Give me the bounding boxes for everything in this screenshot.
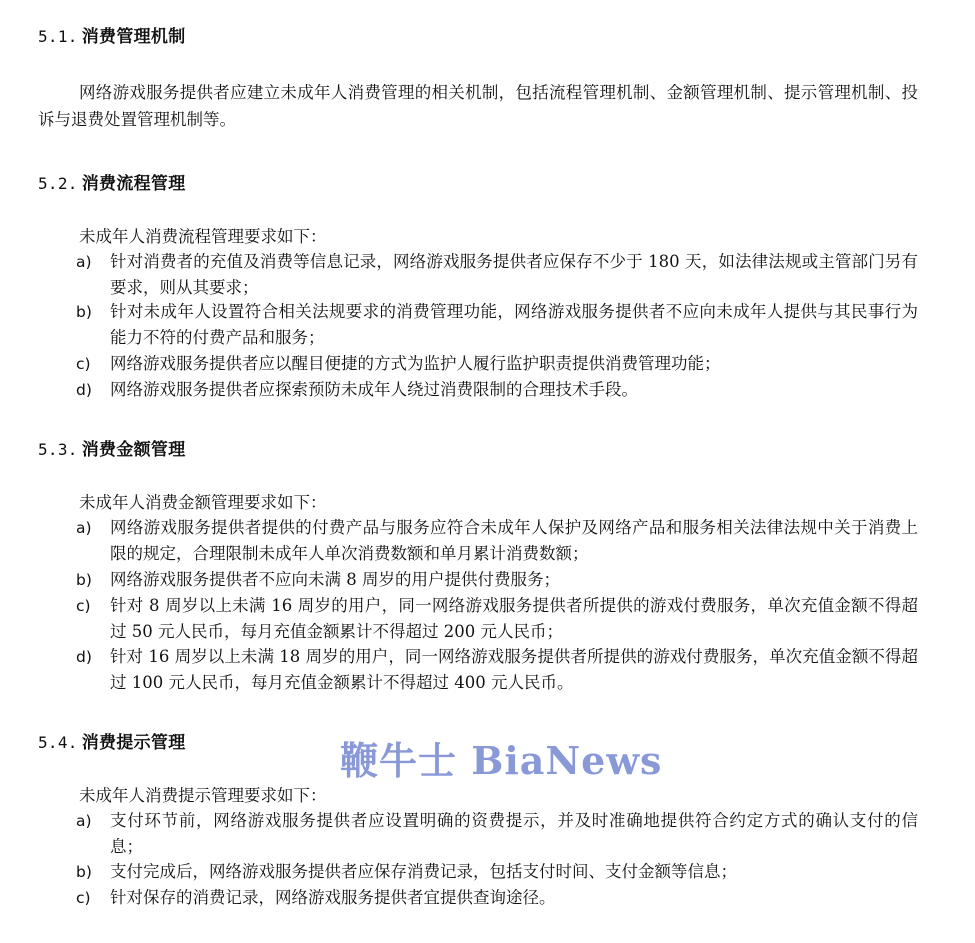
list-item — [76, 808, 918, 860]
section-title: 消费金额管理 — [81, 440, 186, 460]
list-item — [76, 859, 918, 885]
list-item — [76, 351, 918, 377]
section-paragraph: 网络游戏服务提供者应建立未成年人消费管理的相关机制，包括流程管理机制、金额管理机制、提示管理机制、投诉与退费处置管理机制等。 — [38, 83, 918, 129]
section-heading-5-1 — [38, 22, 186, 47]
list-intro: 未成年人消费流程管理要求如下： — [79, 227, 327, 246]
section-heading-5-2 — [38, 169, 186, 194]
list-item-text: 针对未成年人设置符合相关法规要求的消费管理功能，网络游戏服务提供者不应向未成年人提供与其民事行为能力不符的付费产品和服务； — [110, 302, 918, 347]
list-item-text: 网络游戏服务提供者不应向未满 8 周岁的用户提供付费服务； — [110, 570, 560, 589]
list-item — [76, 644, 918, 696]
list-marker: c) — [76, 355, 91, 373]
list-marker: a) — [76, 519, 92, 537]
list-item-text: 针对 8 周岁以上未满 16 周岁的用户，同一网络游戏服务提供者所提供的游戏付费服务，单次充值金额不得超过 50 元人民币，每月充值金额累计不得超过 200 元人民币； — [110, 596, 918, 641]
list-marker: b) — [76, 571, 92, 589]
list-marker: c) — [76, 597, 91, 615]
list-item — [76, 377, 918, 403]
list-item-text: 支付环节前，网络游戏服务提供者应设置明确的资费提示，并及时准确地提供符合约定方式的确认支付的信息； — [110, 811, 918, 856]
list-item-text: 针对保存的消费记录，网络游戏服务提供者宜提供查询途径。 — [110, 888, 556, 907]
section-title: 消费流程管理 — [81, 174, 186, 194]
section-number: 5.3. — [38, 440, 78, 459]
watermark-logo: 鞭牛士 BiaNews — [340, 738, 663, 783]
list-item-text: 针对 16 周岁以上未满 18 周岁的用户，同一网络游戏服务提供者所提供的游戏付费服务，单次充值金额不得超过 100 元人民币，每月充值金额累计不得超过 400 元人民币。 — [110, 647, 918, 692]
list-marker: d) — [76, 381, 92, 399]
section-heading-5-4 — [38, 728, 186, 753]
section-number: 5.2. — [38, 174, 78, 193]
section-title: 消费管理机制 — [81, 27, 186, 47]
list-item — [76, 593, 918, 645]
list-item-text: 支付完成后，网络游戏服务提供者应保存消费记录，包括支付时间、支付金额等信息； — [110, 862, 737, 881]
list-item-text: 针对消费者的充值及消费等信息记录，网络游戏服务提供者应保存不少于 180 天，如法律法规或主管部门另有要求，则从其要求； — [110, 252, 918, 297]
list-marker: b) — [76, 863, 92, 881]
list-item-text: 网络游戏服务提供者应探索预防未成年人绕过消费限制的合理技术手段。 — [110, 380, 638, 399]
section-heading-5-3 — [38, 435, 186, 460]
section-number: 5.1. — [38, 27, 78, 46]
list-item — [76, 249, 918, 301]
list-item-text: 网络游戏服务提供者提供的付费产品与服务应符合未成年人保护及网络产品和服务相关法律法规中关于消费上限的规定，合理限制未成年人单次消费数额和单月累计消费数额； — [110, 518, 918, 563]
list-marker: c) — [76, 889, 91, 907]
list-item — [76, 299, 918, 351]
list-item — [76, 567, 918, 593]
list-item-text: 网络游戏服务提供者应以醒目便捷的方式为监护人履行监护职责提供消费管理功能； — [110, 354, 721, 373]
list-intro: 未成年人消费金额管理要求如下： — [79, 493, 327, 512]
list-marker: a) — [76, 812, 92, 830]
section-number: 5.4. — [38, 733, 78, 752]
list-marker: a) — [76, 253, 92, 271]
list-marker: b) — [76, 303, 92, 321]
list-intro: 未成年人消费提示管理要求如下： — [79, 786, 327, 805]
list-marker: d) — [76, 648, 92, 666]
list-item — [76, 515, 918, 567]
list-item — [76, 885, 918, 911]
section-title: 消费提示管理 — [81, 733, 186, 753]
